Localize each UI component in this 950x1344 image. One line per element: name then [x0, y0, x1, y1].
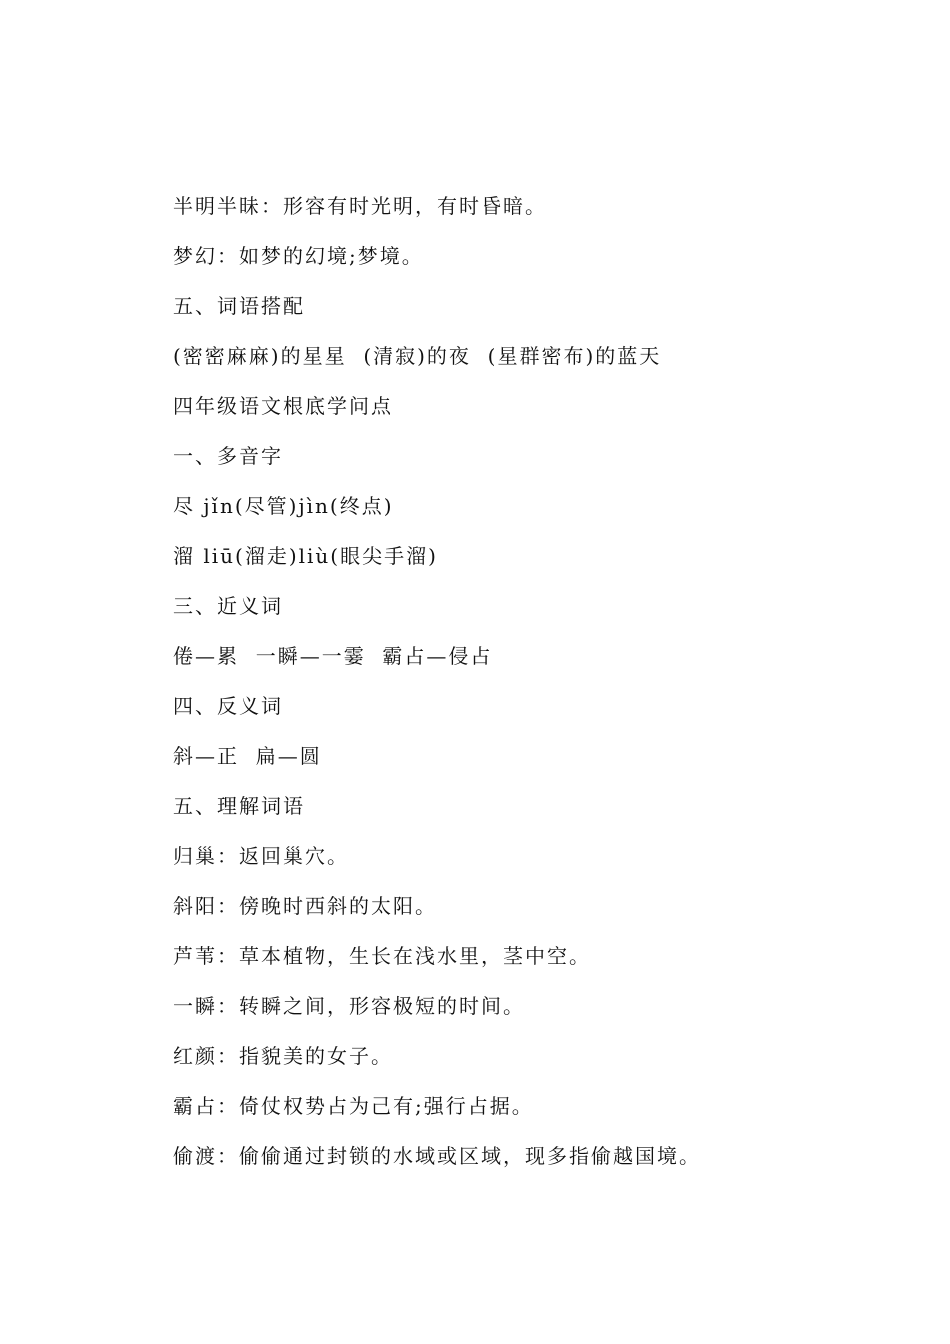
document-body	[173, 188, 873, 1188]
text-line: 梦幻：如梦的幻境;梦境。	[173, 244, 424, 268]
text-line: 倦—累 一瞬—一霎 霸占—侵占	[173, 644, 493, 668]
text-line: (密密麻麻)的星星 (清寂)的夜 (星群密布)的蓝天	[173, 344, 662, 368]
definition-line: 芦苇：草本植物，生长在浅水里，茎中空。	[173, 944, 591, 968]
definition-line: 偷渡：偷偷通过封锁的水域或区域，现多指偷越国境。	[173, 1144, 701, 1168]
text-line: 斜—正 扁—圆	[173, 744, 322, 768]
definition-line: 一瞬：转瞬之间，形容极短的时间。	[173, 994, 525, 1018]
section-heading: 一、多音字	[173, 444, 283, 468]
text-line: 半明半昧：形容有时光明，有时昏暗。	[173, 194, 547, 218]
document-heading: 四年级语文根底学问点	[173, 394, 393, 418]
definition-line: 斜阳：傍晚时西斜的太阳。	[173, 894, 437, 918]
section-heading: 五、理解词语	[173, 794, 305, 818]
text-line: 尽 jǐn(尽管)jìn(终点)	[173, 494, 394, 518]
section-heading: 四、反义词	[173, 694, 283, 718]
section-heading: 三、近义词	[173, 594, 283, 618]
section-heading: 五、词语搭配	[173, 294, 305, 318]
definition-line: 红颜：指貌美的女子。	[173, 1044, 393, 1068]
definition-line: 归巢：返回巢穴。	[173, 844, 349, 868]
text-line: 溜 liū(溜走)liù(眼尖手溜)	[173, 544, 438, 568]
definition-line: 霸占：倚仗权势占为己有;强行占据。	[173, 1094, 534, 1118]
